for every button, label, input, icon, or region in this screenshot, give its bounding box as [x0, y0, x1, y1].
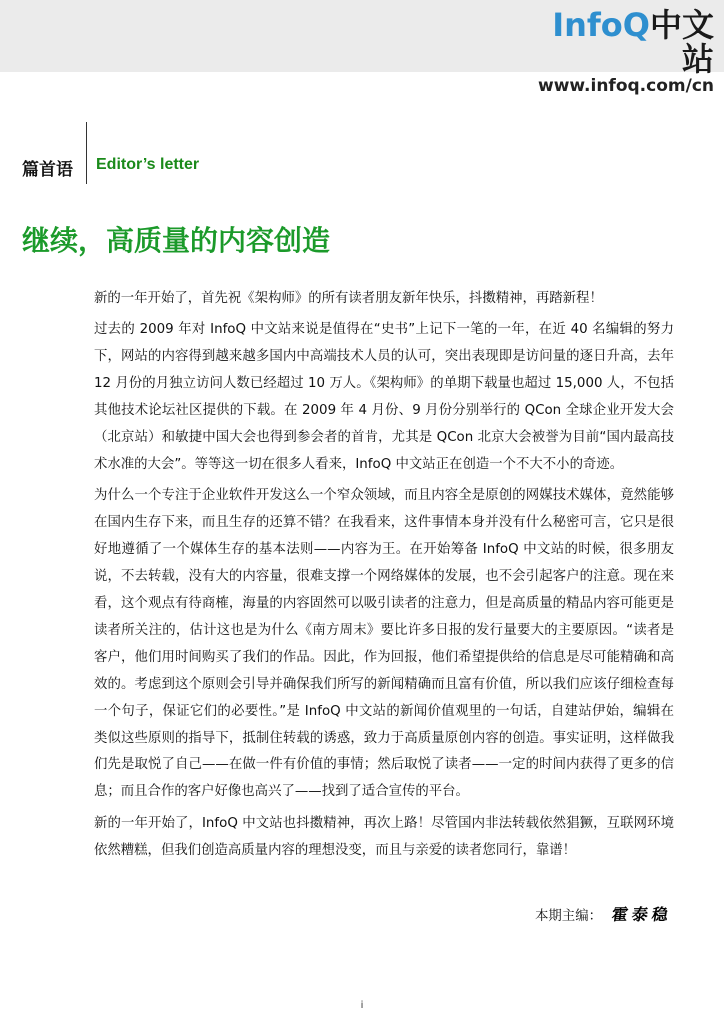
editor-label: 本期主编：: [535, 909, 602, 924]
header-band: [0, 0, 724, 96]
editor-credit: [535, 902, 672, 925]
logo-q-text: Q: [622, 6, 650, 44]
paragraph-4: 新的一年开始了，InfoQ 中文站也抖擞精神，再次上路！尽管国内非法转载依然猖獗，互联网环境依然糟糕，但我们创造高质量内容的理想没变，而且与亲爱的读者您同行，靠谱！: [94, 815, 674, 858]
article-title: 继续，高质量的内容创造: [22, 224, 331, 257]
section-label-en: Editor’s letter: [96, 156, 200, 173]
editor-signature: 霍泰稳: [610, 905, 674, 924]
article-body: [94, 286, 674, 869]
logo-info-text: Info: [552, 6, 623, 44]
infoq-logo[interactable]: [524, 6, 714, 96]
logo-url: www.infoq.com/cn: [538, 76, 714, 96]
paragraph-2: 过去的 2009 年对 InfoQ 中文站来说是值得在“史书”上记下一笔的一年，在近 40 名编辑的努力下，网站的内容得到越来越多国内中高端技术人员的认可，突出表现即是访问量的逐日升高，去年 12 月份的月独立访问人数已经超过 10 万人。《架构师》的单期下载量也超过 15,000 人，不包括其他技术论坛社区提供的下载。在 2009 年 4 月份、9 月份分别举行的 QCon 全球企业开发大会（北京站）和敏捷中国大会也得到参会者的首肯，尤其是 QCon 北京大会被誉为目前“国内最高技术水准的大会”。等等这一切在很多人看来，InfoQ 中文站正在创造一个不大不小的奇迹。: [94, 322, 674, 472]
logo-cn-text: 中文站: [649, 6, 714, 78]
paragraph-1: 新的一年开始了，首先祝《架构师》的所有读者朋友新年快乐，抖擞精神，再踏新程！: [94, 291, 603, 306]
section-label-cn: 篇首语: [22, 160, 73, 180]
page-number: i: [360, 1000, 364, 1011]
logo-wordmark: [524, 8, 714, 76]
paragraph-3: 为什么一个专注于企业软件开发这么一个窄众领域，而且内容全是原创的网媒技术媒体，竟然能够在国内生存下来，而且生存的还算不错？在我看来，这件事情本身并没有什么秘密可言，它只是很好地遵循了一个媒体生存的基本法则——内容为王。在开始筹备 InfoQ 中文站的时候，很多朋友说，不去转载，没有大的内容量，很难支撑一个网络媒体的发展，也不会引起客户的注意。现在来看，这个观点有待商榷，海量的内容固然可以吸引读者的注意力，但是高质量的精品内容可能更是读者所关注的，估计这也是为什么《南方周末》要比许多日报的发行量要大的主要原因。“读者是客户，他们用时间购买了我们的作品。因此，作为回报，他们希望提供给的信息是尽可能精确和高效的。考虑到这个原则会引导并确保我们所写的新闻精确而且富有价值，所以我们应该仔细检查每一个句子，保证它们的必要性。”是 InfoQ 中文站的新闻价值观里的一句话，自建站伊始，编辑在类似这些原则的指导下，抵制住转载的诱惑，致力于高质量原创内容的创造。事实证明，这样做我们先是取悦了自己——在做一件有价值的事情；然后取悦了读者——一定的时间内获得了更多的信息；而且合作的客户好像也高兴了——找到了适合宣传的平台。: [94, 488, 674, 800]
section-divider: [86, 122, 87, 184]
